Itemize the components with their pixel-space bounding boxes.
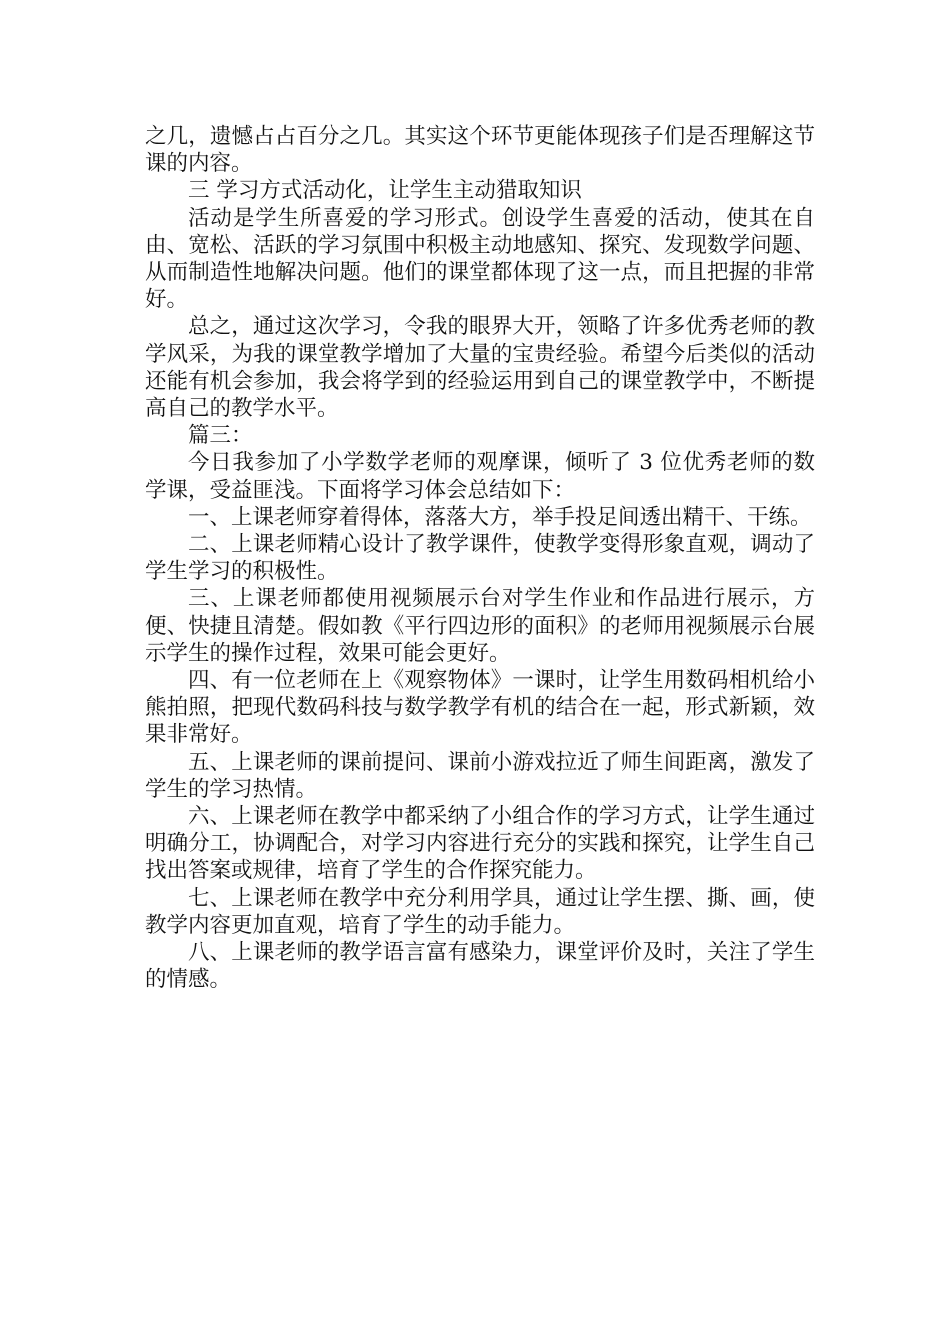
paragraph-activities: 活动是学生所喜爱的学习形式。创设学生喜爱的活动，使其在自由、宽松、活跃的学习氛围中积极主动地感知、探究、发现数学问题、从而制造性地解决问题。他们的课堂都体现了这一点，而且把握的非常好。 bbox=[145, 205, 815, 313]
paragraph-continuation: 之几，遗憾占占百分之几。其实这个环节更能体现孩子们是否理解这节课的内容。 bbox=[145, 124, 815, 177]
list-item-5: 五、上课老师的课前提问、课前小游戏拉近了师生间距离，激发了学生的学习热情。 bbox=[145, 749, 815, 802]
list-item-3: 三、上课老师都使用视频展示台对学生作业和作品进行展示，方便、快捷且清楚。假如教《平行四边形的面积》的老师用视频展示台展示学生的操作过程，效果可能会更好。 bbox=[145, 586, 815, 666]
paragraph-summary: 总之，通过这次学习，令我的眼界大开，领略了许多优秀老师的教学风采，为我的课堂教学增加了大量的宝贵经验。希望今后类似的活动还能有机会参加，我会将学到的经验运用到自己的课堂教学中，不断提高自己的教学水平。 bbox=[145, 314, 815, 422]
section-heading-three: 三 学习方式活动化，让学生主动猎取知识 bbox=[188, 178, 582, 204]
section-heading-part-three: 篇三： bbox=[188, 423, 253, 449]
paragraph-intro: 今日我参加了小学数学老师的观摩课，倾听了 3 位优秀老师的数学课，受益匪浅。下面将学习体会总结如下： bbox=[145, 450, 815, 503]
list-item-6: 六、上课老师在教学中都采纳了小组合作的学习方式，让学生通过明确分工，协调配合，对学习内容进行充分的实践和探究，让学生自己找出答案或规律，培育了学生的合作探究能力。 bbox=[145, 804, 815, 884]
list-item-1: 一、上课老师穿着得体，落落大方，举手投足间透出精干、干练。 bbox=[188, 504, 812, 530]
document-body bbox=[145, 123, 815, 994]
list-item-2: 二、上课老师精心设计了教学课件，使教学变得形象直观，调动了学生学习的积极性。 bbox=[145, 532, 815, 585]
list-item-7: 七、上课老师在教学中充分利用学具，通过让学生摆、撕、画，使教学内容更加直观，培育了学生的动手能力。 bbox=[145, 885, 815, 938]
list-item-4: 四、有一位老师在上《观察物体》一课时，让学生用数码相机给小熊拍照，把现代数码科技与数学教学有机的结合在一起，形式新颖，效果非常好。 bbox=[145, 668, 815, 748]
list-item-8: 八、上课老师的教学语言富有感染力，课堂评价及时，关注了学生的情感。 bbox=[145, 940, 815, 993]
